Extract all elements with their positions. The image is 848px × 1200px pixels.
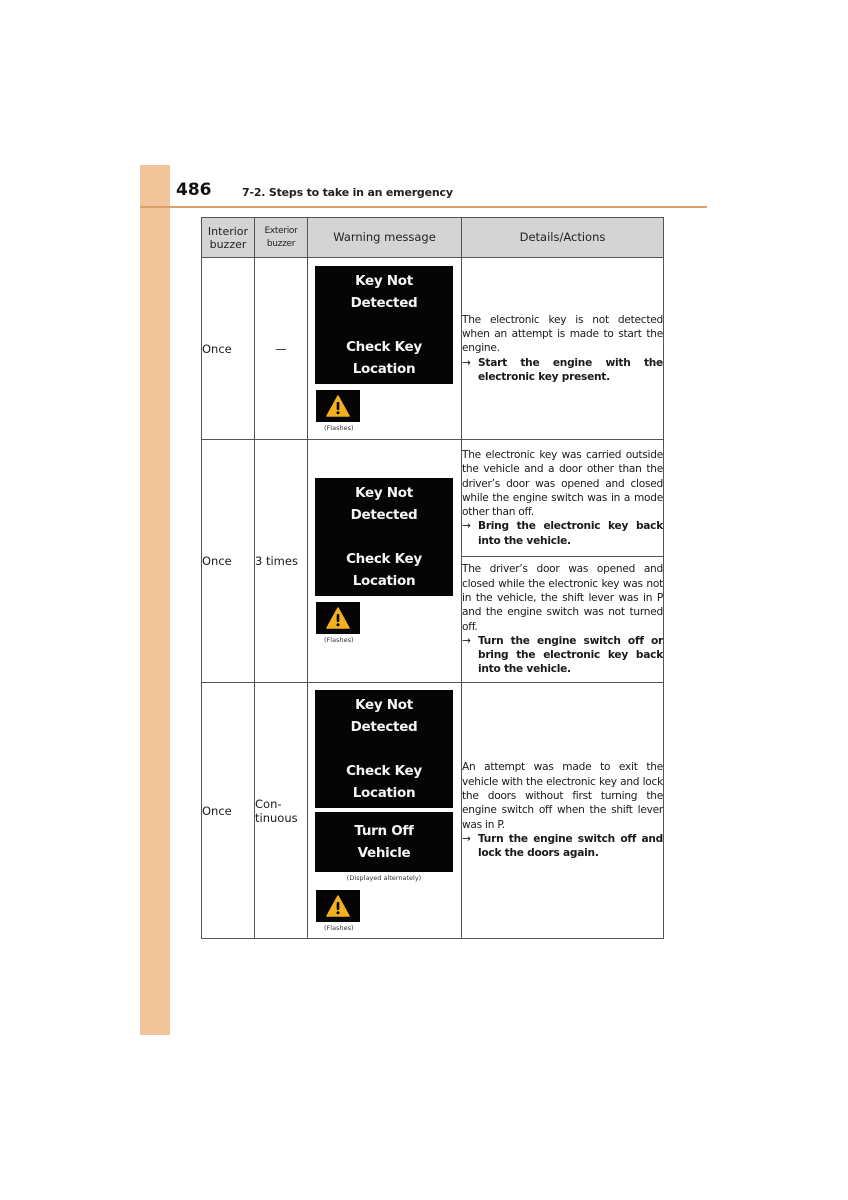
table-row [202, 683, 664, 939]
warning-message-cell [308, 683, 462, 939]
action-text: Turn the engine switch off or bring the electronic key back into the vehicle. [478, 634, 663, 676]
action-item [462, 356, 663, 385]
detail-text: The driver’s door was opened and closed while the electronic key was not in the vehicle, the shift lever was in P and the engine switch was not turned off. [462, 563, 663, 633]
arrow-icon: → [462, 634, 471, 647]
warning-light [316, 890, 360, 922]
details-cell [462, 440, 664, 557]
interior-buzzer-cell: Once [202, 258, 255, 440]
detail-text: An attempt was made to exit the vehicle with the electronic key and lock the doors without first turning the engine switch off when the shift lever was in P. [462, 761, 663, 831]
action-item [462, 634, 663, 677]
detail-text: The electronic key is not detected when an attempt is made to start the engine. [462, 313, 663, 355]
exterior-buzzer-cell: 3 times [255, 440, 308, 683]
details-cell [462, 683, 664, 939]
warning-triangle-icon [326, 607, 350, 629]
header-details-actions: Details/Actions [462, 218, 664, 258]
details-cell [462, 557, 664, 683]
warning-message-cell [308, 440, 462, 683]
arrow-icon: → [462, 520, 471, 533]
display-screen: Key Not Detected Check Key Location [315, 266, 453, 384]
warning-table [201, 217, 664, 939]
details-cell [462, 258, 664, 440]
header-rule [140, 206, 707, 208]
flashes-caption: (Flashes) [324, 423, 354, 432]
table-row [202, 258, 664, 440]
header-interior-buzzer: Interior buzzer [202, 218, 255, 258]
page-number: 486 [176, 180, 212, 200]
table-row [202, 440, 664, 557]
interior-buzzer-cell: Once [202, 440, 255, 683]
header-exterior-buzzer: Exterior buzzer [255, 218, 308, 258]
flashes-caption: (Flashes) [324, 923, 354, 932]
display-screen: Key Not Detected Check Key Location [315, 478, 453, 596]
alternate-caption: (Displayed alternately) [346, 873, 422, 882]
interior-buzzer-cell: Once [202, 683, 255, 939]
table-header-row [202, 218, 664, 258]
flashes-caption: (Flashes) [324, 636, 354, 644]
action-item [462, 832, 663, 861]
arrow-icon: → [462, 832, 471, 845]
warning-triangle-icon [326, 395, 350, 417]
detail-text: The electronic key was carried outside the vehicle and a door other than the driver’s door was opened and closed while the engine switch was in a mode other than off. [462, 448, 663, 519]
warning-message-cell [308, 258, 462, 440]
display-screen-alternate: Turn Off Vehicle [315, 812, 453, 872]
chapter-side-tab [140, 165, 170, 1035]
warning-light [316, 390, 360, 422]
display-screen: Key Not Detected Check Key Location [315, 690, 453, 808]
action-text: Turn the engine switch off and lock the doors again. [478, 832, 663, 860]
header-warning-message: Warning message [308, 218, 462, 258]
arrow-icon: → [462, 356, 471, 369]
exterior-buzzer-cell: Con- tinuous [255, 683, 308, 939]
section-title: 7-2. Steps to take in an emergency [242, 186, 453, 199]
warning-triangle-icon [326, 895, 350, 917]
action-text: Bring the electronic key back into the vehicle. [478, 520, 663, 547]
action-text: Start the engine with the electronic key present. [478, 356, 663, 383]
warning-light [316, 602, 360, 634]
action-item [462, 519, 663, 548]
exterior-buzzer-cell: — [255, 258, 308, 440]
